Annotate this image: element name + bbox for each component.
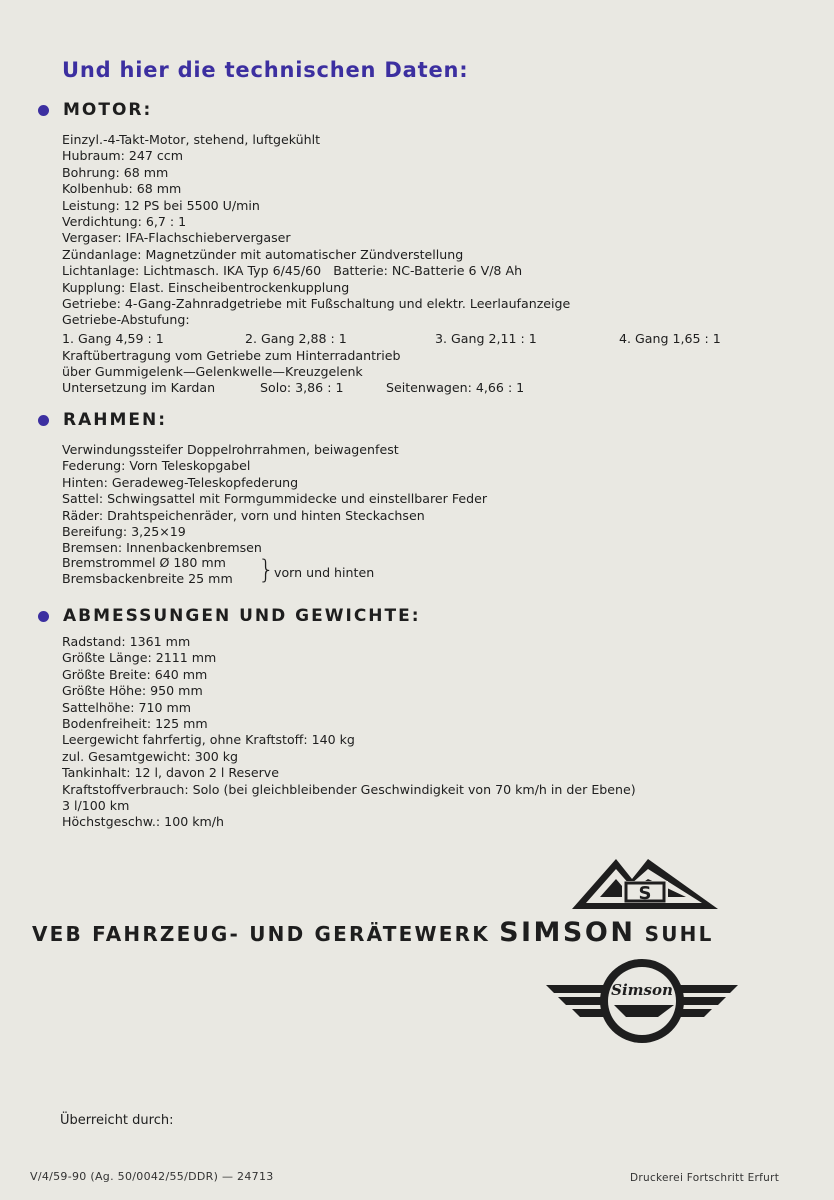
handed-over-by-label: Überreicht durch: (60, 1113, 174, 1128)
motor-line: Bohrung: 68 mm (62, 164, 169, 180)
brace-note: vorn und hinten (274, 565, 375, 580)
kardan-solo: Solo: 3,86 : 1 (260, 380, 344, 395)
rahmen-line: Verwindungssteifer Doppelrohrrahmen, beiwagenfest (62, 442, 399, 457)
rahmen-line: Bremsen: Innenbackenbremsen (62, 540, 262, 556)
rahmen-line: Bereifung: 3,25×19 (62, 524, 186, 540)
motor-line: Zündanlage: Magnetzünder mit automatischer Zündverstellung (62, 246, 464, 262)
company-name-part1: VEB FAHRZEUG- UND GERÄTEWERK (32, 922, 490, 946)
logo-script-text: Simson (611, 981, 673, 999)
section-rahmen-title (38, 410, 167, 430)
company-name-part2: SUHL (644, 922, 714, 946)
motor-line: Lichtanlage: Lichtmasch. IKA Typ 6/45/60 Batterie: NC-Batterie 6 V/8 Ah (62, 263, 523, 279)
simson-mountain-logo-icon (570, 853, 720, 913)
motor-line: Getriebe-Abstufung: (62, 312, 190, 328)
gear-ratio: 4. Gang 1,65 : 1 (619, 331, 721, 346)
company-name (32, 917, 714, 948)
page-heading: Und hier die technischen Daten: (62, 58, 469, 82)
abmessungen-line: Tankinhalt: 12 l, davon 2 l Reserve (62, 765, 279, 781)
motor-line: über Gummigelenk—Gelenkwelle—Kreuzgelenk (62, 364, 363, 380)
rahmen-spec-list (62, 442, 487, 557)
abmessungen-line: Bodenfreiheit: 125 mm (62, 716, 208, 732)
abmessungen-line: Sattelhöhe: 710 mm (62, 699, 192, 715)
section-motor-title (38, 100, 152, 120)
motor-line: Einzyl.-4-Takt-Motor, stehend, luftgekühlt (62, 132, 321, 147)
section-motor-label: MOTOR: (63, 100, 153, 120)
bullet-icon (38, 105, 49, 116)
bullet-icon (38, 415, 49, 426)
simson-winged-logo-icon (544, 955, 740, 1047)
gear-ratio: 2. Gang 2,88 : 1 (245, 331, 347, 346)
abmessungen-line: Radstand: 1361 mm (62, 634, 191, 649)
rahmen-line: Sattel: Schwingsattel mit Formgummidecke und einstellbarer Feder (62, 491, 488, 507)
motor-line: Kolbenhub: 68 mm (62, 181, 182, 197)
abmessungen-line: Höchstgeschw.: 100 km/h (62, 814, 225, 830)
bullet-icon (38, 611, 49, 622)
kardan-seitenwagen: Seitenwagen: 4,66 : 1 (386, 380, 525, 395)
motor-spec-list (62, 132, 570, 329)
brake-line: Bremsbackenbreite 25 mm (62, 571, 233, 587)
section-abmessungen-title (38, 606, 421, 626)
print-reference: V/4/59-90 (Ag. 50/0042/55/DDR) — 24713 (30, 1170, 274, 1183)
section-rahmen-label: RAHMEN: (63, 410, 168, 430)
motor-transmission-lines (62, 348, 400, 381)
abmessungen-line: Kraftstoffverbrauch: Solo (bei gleichbleibender Geschwindigkeit von 70 km/h in der Ebene) (62, 781, 636, 797)
abmessungen-line: zul. Gesamtgewicht: 300 kg (62, 748, 239, 764)
rahmen-line: Hinten: Geradeweg-Teleskopfederung (62, 474, 299, 490)
motor-line: Kupplung: Elast. Einscheibentrockenkupplung (62, 279, 350, 295)
motor-line: Leistung: 12 PS bei 5500 U/min (62, 197, 260, 213)
kardan-ratio-line (62, 380, 662, 398)
rahmen-line: Federung: Vorn Teleskopgabel (62, 458, 251, 474)
company-brand: SIMSON (499, 917, 636, 948)
kardan-label: Untersetzung im Kardan (62, 380, 216, 395)
abmessungen-line: Größte Höhe: 950 mm (62, 683, 203, 699)
curly-brace-icon: } (258, 555, 275, 585)
gear-ratio: 3. Gang 2,11 : 1 (435, 331, 537, 346)
rahmen-line: Räder: Drahtspeichenräder, vorn und hinten Steckachsen (62, 507, 425, 523)
motor-line: Kraftübertragung vom Getriebe zum Hinterradantrieb (62, 348, 401, 363)
printer-name: Druckerei Fortschritt Erfurt (630, 1172, 780, 1184)
brake-line: Bremstrommel Ø 180 mm (62, 555, 226, 570)
motor-line: Hubraum: 247 ccm (62, 148, 183, 164)
brake-dimensions (62, 555, 375, 588)
motor-line: Getriebe: 4-Gang-Zahnradgetriebe mit Fußschaltung und elektr. Leerlaufanzeige (62, 296, 571, 312)
section-abmessungen-label: ABMESSUNGEN UND GEWICHTE: (63, 606, 421, 626)
abmessungen-line: 3 l/100 km (62, 798, 130, 814)
motor-line: Verdichtung: 6,7 : 1 (62, 214, 187, 230)
motor-line: Vergaser: IFA-Flachschiebervergaser (62, 230, 291, 246)
abmessungen-line: Größte Breite: 640 mm (62, 666, 208, 682)
abmessungen-line: Größte Länge: 2111 mm (62, 650, 217, 666)
abmessungen-spec-list (62, 634, 636, 831)
logo-letter: S (638, 883, 652, 904)
gear-ratio: 1. Gang 4,59 : 1 (62, 331, 164, 346)
abmessungen-line: Leergewicht fahrfertig, ohne Kraftstoff: 140 kg (62, 732, 355, 748)
